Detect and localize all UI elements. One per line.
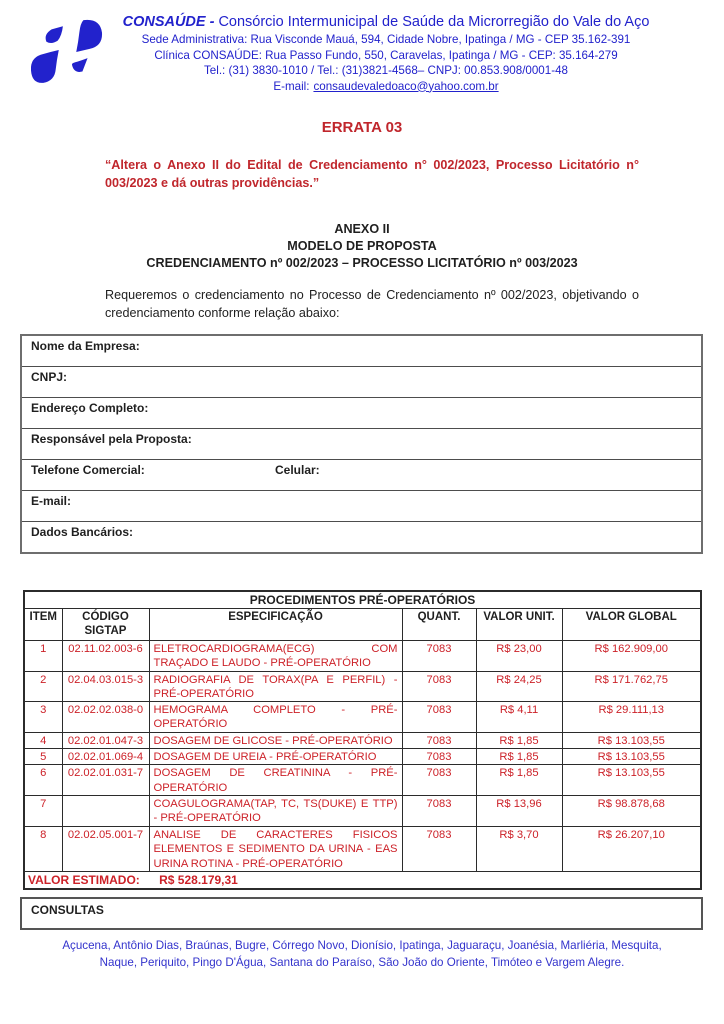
cell-especificacao: COAGULOGRAMA(TAP, TC, TS(DUKE) E TTP) - PRÉ-OPERATÓRIO xyxy=(149,795,402,826)
table-title: PROCEDIMENTOS PRÉ-OPERATÓRIOS xyxy=(24,591,701,609)
consultas-label: CONSULTAS xyxy=(31,903,104,917)
errata-quote: “Altera o Anexo II do Edital de Credenciamento n° 002/2023, Processo Licitatório n° 003/2023 e dá outras providências.” xyxy=(105,158,639,190)
cell-quant: 7083 xyxy=(402,702,476,733)
anexo-line-3: CREDENCIAMENTO nº 002/2023 – PROCESSO LICITATÓRIO nº 003/2023 xyxy=(146,255,578,270)
table-row xyxy=(24,765,701,796)
form-row-email[interactable] xyxy=(22,490,701,521)
org-name: CONSAÚDE - xyxy=(122,14,215,30)
procedures-table xyxy=(23,590,702,890)
cell-codigo: 02.02.01.069-4 xyxy=(62,749,149,765)
proposal-form xyxy=(20,334,703,554)
col-header-item: ITEM xyxy=(24,609,62,641)
letterhead-text xyxy=(118,13,654,94)
org-address-2: Clínica CONSAÚDE: Rua Passo Fundo, 550, Caravelas, Ipatinga / MG - CEP: 35.164-279 xyxy=(154,48,618,62)
cell-valor-global: R$ 26.207,10 xyxy=(562,826,701,871)
field-label-celular: Celular: xyxy=(275,463,320,477)
municipalities-footer: Açucena, Antônio Dias, Braúnas, Bugre, Córrego Novo, Dionísio, Ipatinga, Jaguaraçu, Joanésia, Marliéria, Mesquita, Naque, Periquito, Pingo D'Água, Santana do Paraíso, São João do Oriente, Timóteo e Vargem Alegre. xyxy=(62,939,662,969)
field-label-nome-empresa: Nome da Empresa: xyxy=(31,339,140,353)
cell-valor-unit: R$ 3,70 xyxy=(476,826,562,871)
field-label-responsavel: Responsável pela Proposta: xyxy=(31,432,192,446)
table-row xyxy=(24,641,701,672)
org-title xyxy=(118,13,654,32)
table-row xyxy=(24,826,701,871)
cell-valor-global: R$ 29.111,13 xyxy=(562,702,701,733)
form-row-dados-bancarios[interactable] xyxy=(22,521,701,552)
cell-quant: 7083 xyxy=(402,671,476,702)
table-row xyxy=(24,702,701,733)
cell-item: 6 xyxy=(24,765,62,796)
org-email-line xyxy=(118,79,654,95)
col-header-quant: QUANT. xyxy=(402,609,476,641)
email-link[interactable]: consaudevaledoaco@yahoo.com.br xyxy=(313,79,499,93)
field-label-endereco: Endereço Completo: xyxy=(31,401,149,415)
form-row-cnpj[interactable] xyxy=(22,366,701,397)
cell-especificacao: HEMOGRAMA COMPLETO - PRÉ-OPERATÓRIO xyxy=(149,702,402,733)
col-header-valor-unit: VALOR UNIT. xyxy=(476,609,562,641)
valor-estimado-label: VALOR ESTIMADO: xyxy=(28,872,140,887)
cell-item: 3 xyxy=(24,702,62,733)
cell-valor-global: R$ 171.762,75 xyxy=(562,671,701,702)
cell-item: 2 xyxy=(24,671,62,702)
cell-valor-global: R$ 98.878,68 xyxy=(562,795,701,826)
cell-codigo: 02.11.02.003-6 xyxy=(62,641,149,672)
org-phones: Tel.: (31) 3830-1010 / Tel.: (31)3821-4568– CNPJ: 00.853.908/0001-48 xyxy=(204,64,568,77)
email-label: E-mail: xyxy=(273,79,310,93)
field-label-telefone-comercial: Telefone Comercial: xyxy=(31,463,145,477)
field-label-email: E-mail: xyxy=(31,494,72,508)
letterhead xyxy=(0,13,724,94)
form-row-endereco[interactable] xyxy=(22,397,701,428)
table-footer-row xyxy=(24,871,701,889)
form-row-responsavel[interactable] xyxy=(22,428,701,459)
cell-valor-unit: R$ 1,85 xyxy=(476,749,562,765)
cell-item: 8 xyxy=(24,826,62,871)
cell-valor-unit: R$ 4,11 xyxy=(476,702,562,733)
cell-codigo: 02.02.01.031-7 xyxy=(62,765,149,796)
valor-estimado-value: R$ 528.179,31 xyxy=(159,872,238,887)
table-row xyxy=(24,795,701,826)
errata-title: ERRATA 03 xyxy=(321,119,403,136)
table-row xyxy=(24,671,701,702)
cell-quant: 7083 xyxy=(402,749,476,765)
cell-especificacao: DOSAGEM DE UREIA - PRÉ-OPERATÓRIO xyxy=(149,749,402,765)
col-header-valor-global: VALOR GLOBAL xyxy=(562,609,701,641)
table-title-row xyxy=(24,591,701,609)
form-row-nome-empresa[interactable] xyxy=(22,336,701,366)
cell-codigo: 02.02.02.038-0 xyxy=(62,702,149,733)
cell-especificacao: RADIOGRAFIA DE TORAX(PA E PERFIL) - PRÉ-OPERATÓRIO xyxy=(149,671,402,702)
cell-valor-unit: R$ 1,85 xyxy=(476,765,562,796)
cell-codigo: 02.02.01.047-3 xyxy=(62,732,149,748)
consaude-logo-icon xyxy=(31,19,103,85)
cell-valor-global: R$ 13.103,55 xyxy=(562,765,701,796)
org-description: Consórcio Intermunicipal de Saúde da Microrregião do Vale do Aço xyxy=(218,14,650,30)
cell-valor-unit: R$ 23,00 xyxy=(476,641,562,672)
anexo-line-1: ANEXO II xyxy=(334,222,390,236)
anexo-line-2: MODELO DE PROPOSTA xyxy=(287,238,437,253)
cell-valor-global: R$ 162.909,00 xyxy=(562,641,701,672)
cell-quant: 7083 xyxy=(402,641,476,672)
cell-valor-unit: R$ 24,25 xyxy=(476,671,562,702)
org-address-1: Sede Administrativa: Rua Visconde Mauá, 594, Cidade Nobre, Ipatinga / MG - CEP 35.162-391 xyxy=(141,33,631,46)
cell-item: 1 xyxy=(24,641,62,672)
form-row-telefones[interactable] xyxy=(22,459,701,490)
table-row xyxy=(24,749,701,765)
cell-valor-unit: R$ 13,96 xyxy=(476,795,562,826)
consultas-section xyxy=(20,897,703,930)
cell-valor-unit: R$ 1,85 xyxy=(476,732,562,748)
intro-paragraph: Requeremos o credenciamento no Processo de Credenciamento nº 002/2023, objetivando o credenciamento conforme relação abaixo: xyxy=(105,288,639,320)
cell-quant: 7083 xyxy=(402,795,476,826)
field-label-dados-bancarios: Dados Bancários: xyxy=(31,525,134,539)
col-header-especificacao: ESPECIFICAÇÃO xyxy=(149,609,402,641)
cell-especificacao: ANALISE DE CARACTERES FISICOS ELEMENTOS E SEDIMENTO DA URINA - EAS URINA ROTINA - PRÉ-OPERATÓRIO xyxy=(149,826,402,871)
cell-valor-global: R$ 13.103,55 xyxy=(562,749,701,765)
cell-especificacao: DOSAGEM DE GLICOSE - PRÉ-OPERATÓRIO xyxy=(149,732,402,748)
table-row xyxy=(24,732,701,748)
cell-item: 4 xyxy=(24,732,62,748)
cell-codigo xyxy=(62,795,149,826)
cell-especificacao: ELETROCARDIOGRAMA(ECG) COM TRAÇADO E LAUDO - PRÉ-OPERATÓRIO xyxy=(149,641,402,672)
cell-quant: 7083 xyxy=(402,765,476,796)
field-label-cnpj: CNPJ: xyxy=(31,370,68,384)
valor-estimado-cell xyxy=(24,871,701,889)
table-header-row xyxy=(24,609,701,641)
cell-item: 5 xyxy=(24,749,62,765)
col-header-codigo-sigtap: CÓDIGO SIGTAP xyxy=(62,609,149,641)
cell-quant: 7083 xyxy=(402,732,476,748)
cell-item: 7 xyxy=(24,795,62,826)
cell-valor-global: R$ 13.103,55 xyxy=(562,732,701,748)
cell-quant: 7083 xyxy=(402,826,476,871)
anexo-heading xyxy=(0,221,724,271)
cell-especificacao: DOSAGEM DE CREATININA - PRÉ-OPERATÓRIO xyxy=(149,765,402,796)
cell-codigo: 02.04.03.015-3 xyxy=(62,671,149,702)
cell-codigo: 02.02.05.001-7 xyxy=(62,826,149,871)
